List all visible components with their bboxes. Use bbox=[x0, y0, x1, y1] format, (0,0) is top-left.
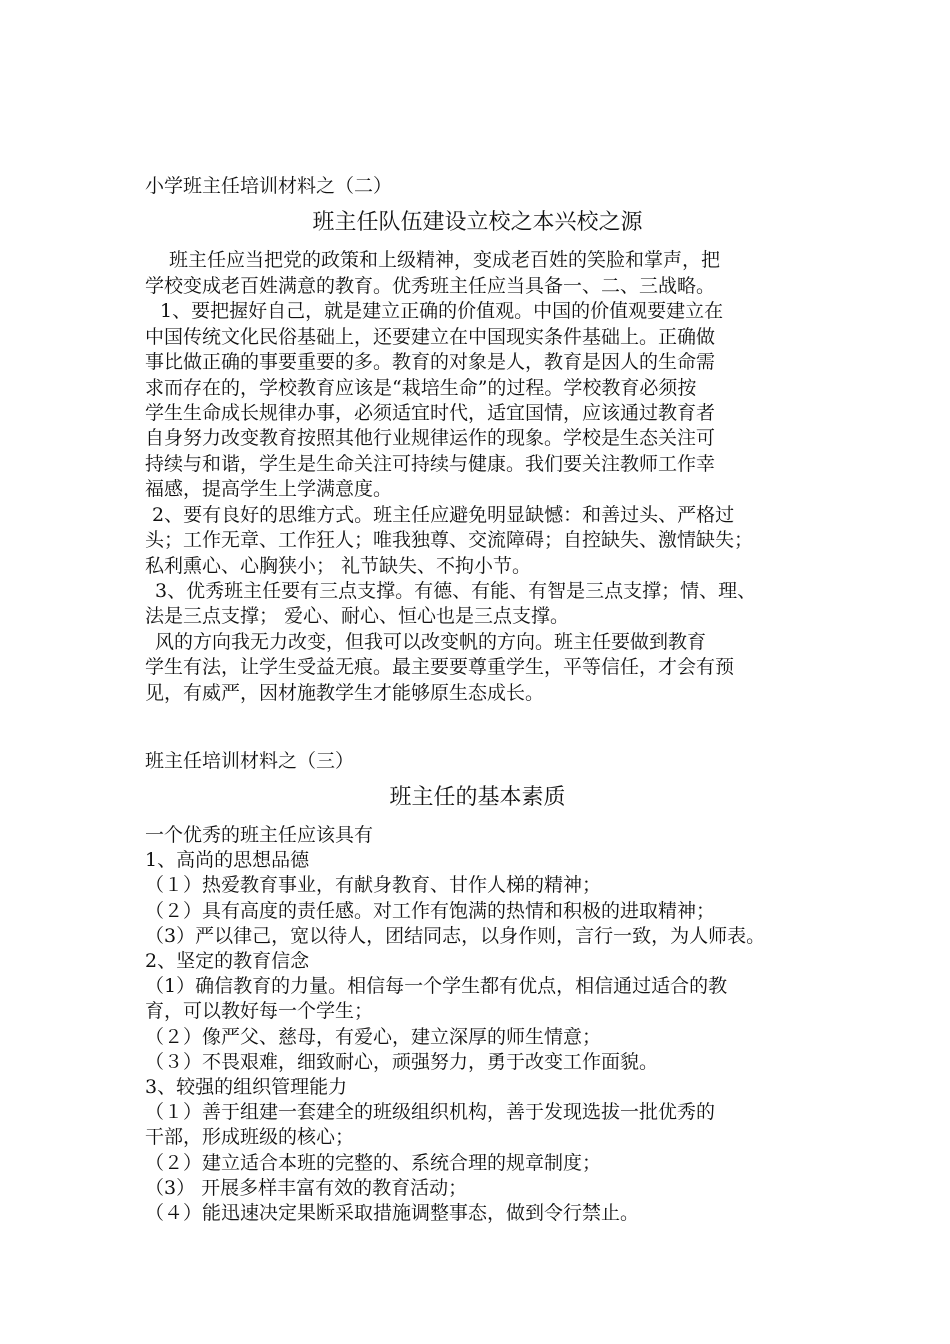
section3-line: （２）具有高度的责任感。对工作有饱满的热情和积极的进取精神； bbox=[145, 900, 716, 922]
section3-line: 育，可以教好每一个学生； bbox=[145, 1000, 374, 1022]
section3-line: （1）确信教育的力量。相信每一个学生都有优点，相信通过适合的教 bbox=[145, 975, 728, 997]
section2-line: 中国传统文化民俗基础上，还要建立在中国现实条件基础上。正确做 bbox=[145, 326, 716, 348]
section2-line: 持续与和谐，学生是生命关注可持续与健康。我们要关注教师工作幸 bbox=[145, 453, 716, 475]
section2-line: 头；工作无章、工作狂人；唯我独尊、交流障碍；自控缺失、激情缺失； bbox=[145, 529, 754, 551]
section2-line: 学校变成老百姓满意的教育。优秀班主任应当具备一、二、三战略。 bbox=[145, 275, 716, 297]
section3-line: （3） 开展多样丰富有效的教育活动； bbox=[145, 1177, 468, 1199]
section3-line: （１）热爱教育事业，有献身教育、甘作人梯的精神； bbox=[145, 874, 602, 896]
section3-line: （２）建立适合本班的完整的、系统合理的规章制度； bbox=[145, 1152, 602, 1174]
section2-line: 事比做正确的事要重要的多。教育的对象是人，教育是因人的生命需 bbox=[145, 351, 716, 373]
section2-line: 学生有法，让学生受益无痕。最主要要尊重学生，平等信任，才会有预 bbox=[145, 656, 735, 678]
section3-title: 班主任的基本素质 bbox=[389, 785, 566, 810]
section3-line: 3、较强的组织管理能力 bbox=[145, 1076, 348, 1098]
section3-line: （３）不畏艰难，细致耐心，顽强努力，勇于改变工作面貌。 bbox=[145, 1051, 659, 1073]
section2-line: 法是三点支撑； 爱心、耐心、恒心也是三点支撑。 bbox=[145, 605, 570, 627]
section2-title: 班主任队伍建设立校之本兴校之源 bbox=[312, 210, 643, 235]
section3-line: 干部，形成班级的核心； bbox=[145, 1126, 355, 1148]
section2-line: 求而存在的，学校教育应该是“栽培生命”的过程。学校教育必须按 bbox=[145, 377, 697, 399]
section2-header: 小学班主任培训材料之（二） bbox=[145, 175, 393, 197]
section2-line: 1、要把握好自己，就是建立正确的价值观。中国的价值观要建立在 bbox=[160, 300, 724, 322]
section3-line: （１）善于组建一套建全的班级组织机构，善于发现选拔一批优秀的 bbox=[145, 1101, 716, 1123]
section2-line: 学生生命成长规律办事，必须适宜时代，适宜国情，应该通过教育者 bbox=[145, 402, 716, 424]
section2-line: 班主任应当把党的政策和上级精神，变成老百姓的笑脸和掌声，把 bbox=[150, 249, 721, 271]
section2-line: 3、优秀班主任要有三点支撑。有德、有能、有智是三点支撑；情、理、 bbox=[155, 580, 757, 602]
section3-line: 一个优秀的班主任应该具有 bbox=[145, 824, 374, 846]
section2-line: 福感，提高学生上学满意度。 bbox=[145, 478, 393, 500]
section2-line: 见，有威严，因材施教学生才能够原生态成长。 bbox=[145, 682, 545, 704]
section3-line: （２）像严父、慈母，有爱心，建立深厚的师生情意； bbox=[145, 1026, 602, 1048]
section3-line: 1、高尚的思想品德 bbox=[145, 849, 310, 871]
section2-line: 风的方向我无力改变，但我可以改变帆的方向。班主任要做到教育 bbox=[155, 631, 707, 653]
section3-line: （４）能迅速决定果断采取措施调整事态，做到令行禁止。 bbox=[145, 1202, 640, 1224]
section3-line: （3）严以律己，宽以待人，团结同志，以身作则，言行一致，为人师表。 bbox=[145, 925, 766, 947]
section2-line: 私利熏心、心胸狭小； 礼节缺失、不拘小节。 bbox=[145, 555, 532, 577]
section3-line: 2、坚定的教育信念 bbox=[145, 950, 310, 972]
section2-line: 2、要有良好的思维方式。班主任应避免明显缺憾：和善过头、严格过 bbox=[152, 504, 735, 526]
section3-header: 班主任培训材料之（三） bbox=[145, 750, 355, 772]
section2-line: 自身努力改变教育按照其他行业规律运作的现象。学校是生态关注可 bbox=[145, 427, 716, 449]
